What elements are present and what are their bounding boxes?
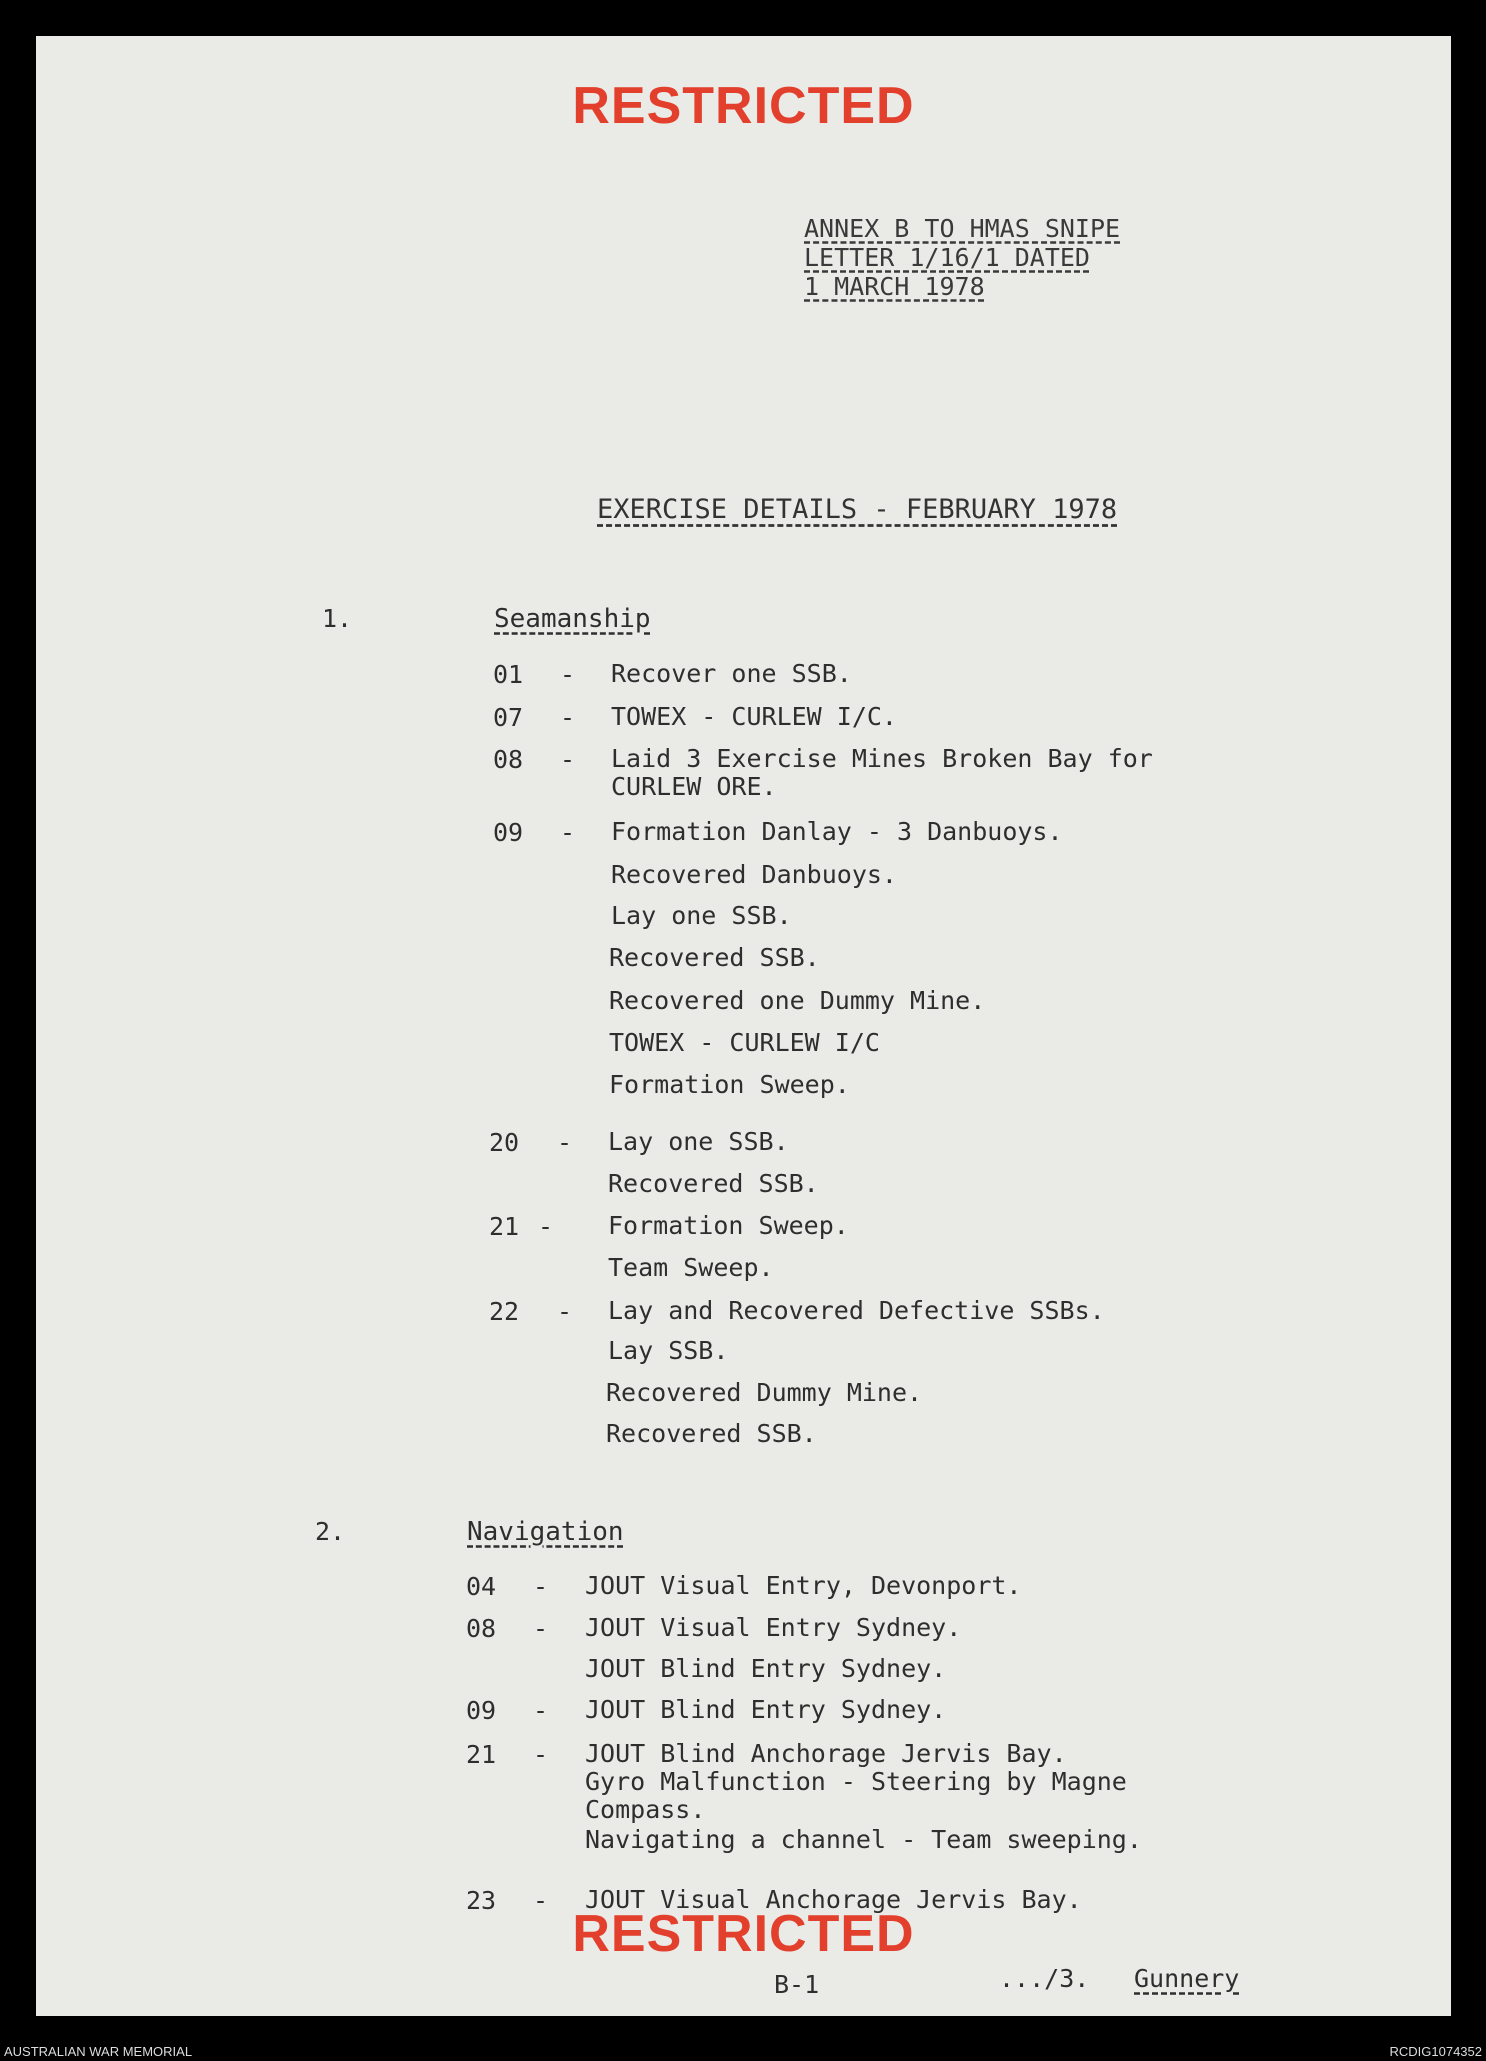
entry-dash: - [560,660,576,689]
entry-line: Lay and Recovered Defective SSBs. [608,1296,1105,1325]
entry-dash: - [538,1212,554,1241]
entry-dash: - [557,1128,573,1157]
annex-line: LETTER 1/16/1 DATED [804,243,1090,272]
section-heading-navigation: Navigation [467,1517,624,1547]
continuation-marker: .../3. [999,1964,1090,1993]
entry-line: Recover one SSB. [611,659,852,688]
entry-day: 20 [489,1128,520,1157]
entry-dash: - [533,1572,549,1601]
entry-line: Team Sweep. [608,1253,774,1282]
annex-reference [804,214,1120,301]
entry-day: 09 [493,818,524,847]
document-page [36,36,1451,2016]
entry-dash: - [533,1696,549,1725]
entry-day: 22 [489,1297,520,1326]
entry-line: Recovered Dummy Mine. [606,1378,923,1407]
entry-line: Recovered SSB. [608,1169,819,1198]
section-number: 1. [322,604,353,633]
entry-dash: - [533,1886,549,1915]
entry-line: JOUT Visual Entry, Devonport. [585,1571,1022,1600]
entry-day: 04 [466,1572,497,1601]
archive-caption-left: AUSTRALIAN WAR MEMORIAL [4,2044,193,2059]
entry-dash: - [557,1297,573,1326]
entry-day: 07 [493,703,524,732]
restricted-stamp-bottom: RESTRICTED [572,1905,915,1963]
entry-dash: - [533,1740,549,1769]
entry-line: Formation Sweep. [609,1070,850,1099]
entry-dash: - [533,1614,549,1643]
annex-line: ANNEX B TO HMAS SNIPE [804,214,1121,243]
entry-line: Lay one SSB. [608,1127,789,1156]
entry-line: JOUT Blind Anchorage Jervis Bay. Gyro Malfunction - Steering by Magne Compass. [585,1739,1127,1824]
entry-day: 08 [493,745,524,774]
entry-line: Lay one SSB. [611,901,792,930]
entry-line: Formation Sweep. [608,1211,849,1240]
entry-line: Formation Danlay - 3 Danbuoys. [611,817,1063,846]
entry-line: TOWEX - CURLEW I/C [609,1028,880,1057]
entry-line: Recovered SSB. [609,943,820,972]
entry-dash: - [560,703,576,732]
restricted-stamp-top: RESTRICTED [572,77,915,135]
entry-day: 21 [489,1212,520,1241]
section-number: 2. [315,1517,346,1546]
entry-line: JOUT Blind Entry Sydney. [585,1654,947,1683]
entry-line: Lay SSB. [608,1336,729,1365]
entry-line: JOUT Blind Entry Sydney. [585,1695,947,1724]
entry-line: Recovered Danbuoys. [611,860,897,889]
entry-day: 23 [466,1886,497,1915]
page-number: B-1 [774,1970,820,1999]
entry-day: 08 [466,1614,497,1643]
entry-dash: - [560,818,576,847]
entry-line: Laid 3 Exercise Mines Broken Bay for CURLEW ORE. [611,744,1153,801]
entry-line: JOUT Visual Anchorage Jervis Bay. [585,1885,1082,1914]
entry-day: 21 [466,1740,497,1769]
annex-line: 1 MARCH 1978 [804,272,985,301]
entry-dash: - [560,745,576,774]
entry-line: Recovered one Dummy Mine. [609,986,986,1015]
document-title: EXERCISE DETAILS - FEBRUARY 1978 [597,494,1118,525]
entry-line: JOUT Visual Entry Sydney. [585,1613,962,1642]
entry-line: TOWEX - CURLEW I/C. [611,702,897,731]
entry-day: 01 [493,660,524,689]
section-heading-seamanship: Seamanship [494,604,651,634]
entry-line: Recovered SSB. [606,1419,817,1448]
entry-line: Navigating a channel - Team sweeping. [585,1825,1142,1854]
entry-day: 09 [466,1696,497,1725]
archive-caption-right: RCDIG1074352 [1389,2044,1482,2059]
next-section-heading: Gunnery [1134,1964,1240,1993]
